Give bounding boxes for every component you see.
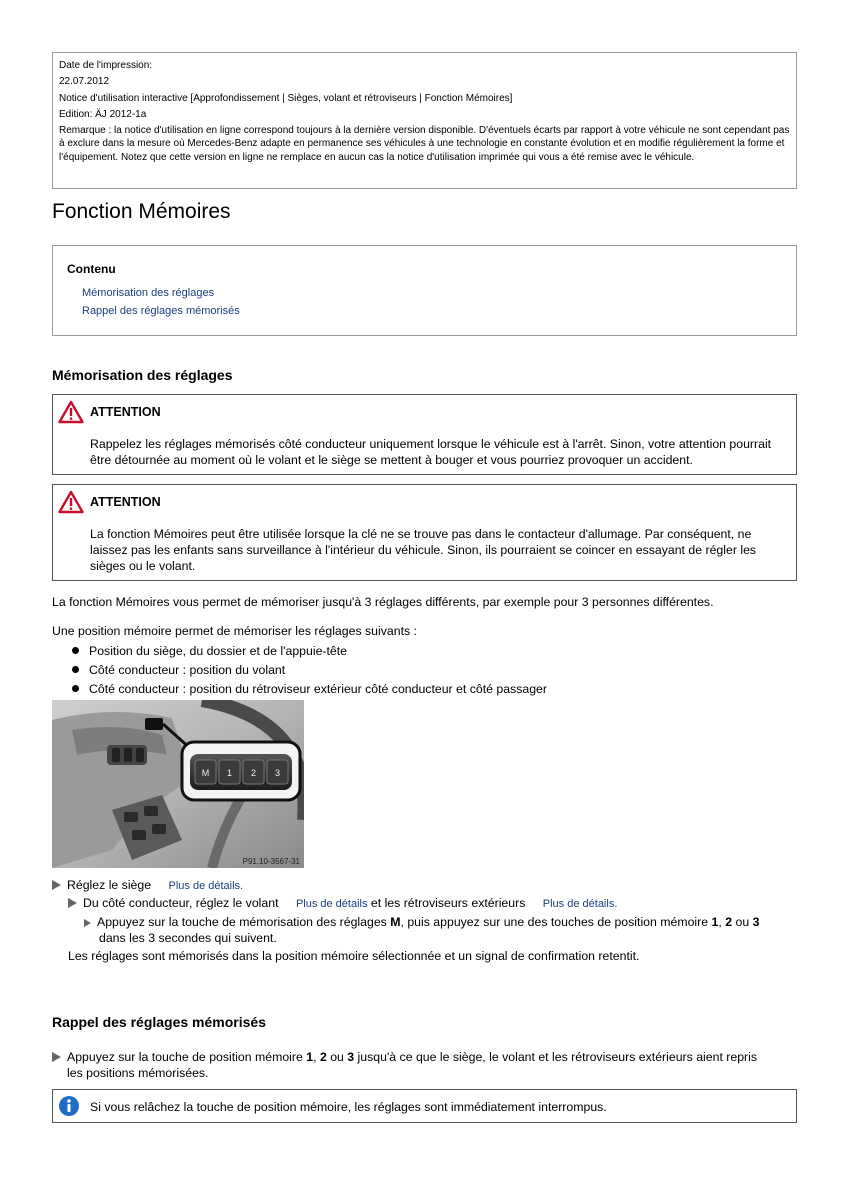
memory-button-2-label: 2 [250,768,257,778]
arrow-right-icon [52,1052,61,1062]
warning-triangle-icon [58,490,84,514]
print-remark: Remarque : la notice d'utilisation en ligne correspond toujours à la dernière version disponible. D'éventuels écarts par rapport à votre véhicule ne sont cependant pas à exclure dans la mesure où Mercedes-Benz adapte en permanence ses véhicules à une technologie en constante évolution et en modifie régulièrement la forme et l'équipement. Notez que cette version en ligne ne remplace en aucun cas la notice d'utilisation imprimée qui vous a été remise avec le véhicule. [59,125,790,163]
step-result: Les réglages sont mémorisés dans la position mémoire sélectionnée et un signal de confirmation retentit. [68,949,640,963]
contents-box [52,245,797,336]
print-date-label: Date de l'impression: [59,60,153,71]
list-item: Côté conducteur : position du rétroviseur extérieur côté conducteur et côté passager [72,682,547,696]
step-adjust-wheel-mirrors: Du côté conducteur, réglez le volant Plus de détails et les rétroviseurs extérieurs Plus de détails. [68,895,617,912]
bullet-icon [72,685,79,692]
list-item: Côté conducteur : position du volant [72,663,285,677]
print-edition: Edition: ÄJ 2012-1a [59,108,147,120]
settings-paragraph: Une position mémoire permet de mémoriser les réglages suivants : [52,624,417,638]
print-date: 22.07.2012 [59,76,110,88]
section-heading-memorisation: Mémorisation des réglages [52,367,233,383]
list-item: Position du siège, du dossier et de l'appuie-tête [72,644,347,658]
memory-buttons-photo [52,700,304,868]
contents-link-memorisation[interactable]: Mémorisation des réglages [82,287,215,299]
warning-title: ATTENTION [90,495,161,509]
arrow-right-icon [68,898,77,908]
bullet-icon [72,647,79,654]
step-press-memory: Appuyez sur la touche de mémorisation des réglages M, puis appuyez sur une des touches de position mémoire 1, 2 ou 3 dans les 3 secondes qui suivent. [84,914,796,946]
more-details-link[interactable]: Plus de détails [295,898,368,910]
info-icon [58,1095,80,1117]
memory-button-m-label: M [201,768,210,778]
warning-box [52,484,797,581]
intro-paragraph: La fonction Mémoires vous permet de mémoriser jusqu'à 3 réglages différents, par exemple pour 3 personnes différentes. [52,595,714,609]
image-reference: P91.10-3567-31 [242,857,300,866]
info-box [52,1089,797,1123]
more-details-link[interactable]: Plus de détails. [542,898,618,910]
page-title: Fonction Mémoires [52,200,231,223]
step-adjust-seat: Réglez le siège Plus de détails. [52,877,243,894]
arrow-right-icon [52,880,61,890]
print-path: Notice d'utilisation interactive [Approfondissement | Sièges, volant et rétroviseurs | Fonction Mémoires] [59,92,513,104]
info-text: Si vous relâchez la touche de position mémoire, les réglages sont immédiatement interrompus. [90,1100,607,1114]
warning-box [52,394,797,475]
bullet-icon [72,666,79,673]
print-info-box [52,52,797,189]
warning-text: Rappelez les réglages mémorisés côté conducteur uniquement lorsque le véhicule est à l'arrêt. Sinon, votre attention pourrait être détournée au moment où le volant et le siège se mettent à bouger et vous pourriez provoquer un accident. [90,437,772,467]
warning-title: ATTENTION [90,405,161,419]
warning-triangle-icon [58,400,84,424]
warning-text: La fonction Mémoires peut être utilisée lorsque la clé ne se trouve pas dans le contacteur d'allumage. Par conséquent, ne laissez pas les enfants sans surveillance à l'intérieur du véhicule. Sinon, ils pourraient se coincer en essayant de régler les sièges ou le volant. [90,527,757,573]
memory-button-3-label: 3 [274,768,281,778]
memory-button-1-label: 1 [226,768,233,778]
contents-title: Contenu [67,262,116,276]
step-recall: Appuyez sur la touche de position mémoire 1, 2 ou 3 jusqu'à ce que le siège, le volant et les rétroviseurs extérieurs aient repris les positions mémorisées. [52,1049,797,1081]
arrow-right-icon [84,919,91,927]
more-details-link[interactable]: Plus de détails. [168,880,244,892]
section-heading-rappel: Rappel des réglages mémorisés [52,1014,266,1030]
contents-link-rappel[interactable]: Rappel des réglages mémorisés [82,305,240,317]
